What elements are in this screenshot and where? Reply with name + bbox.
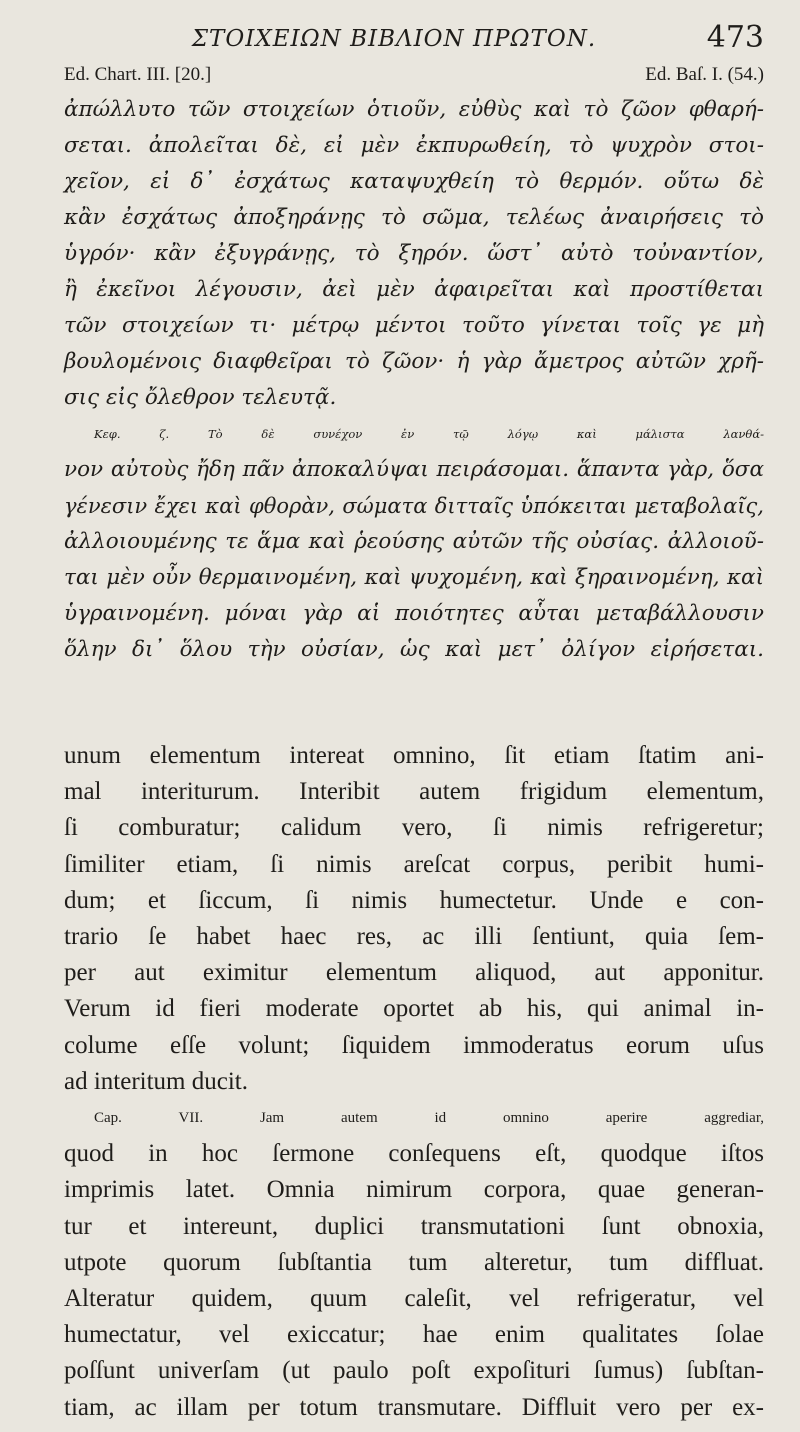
latin-chapter-line: imprimis latet. Omnia nimirum corpora, quae generan- [64, 1176, 764, 1204]
greek-line: χεῖον, εἰ δ᾽ ἐσχάτως καταψυχθείη τὸ θερμόν. οὕτω δὲ [64, 169, 764, 194]
greek-line: κἂν ἐσχάτως ἀποξηράνῃς τὸ σῶμα, τελέως ἀναιρήσεις τὸ [64, 205, 764, 230]
latin-line: Verum id fieri moderate oportet ab his, qui animal in- [64, 995, 764, 1023]
greek-chapter-line: νον αὐτοὺς ἤδη πᾶν ἀποκαλύψαι πειράσομαι. ἅπαντα γὰρ, ὅσα [64, 457, 764, 482]
latin-line: colume eſſe volunt; ſiquidem immoderatus eorum uſus [64, 1031, 764, 1059]
latin-line: ſimiliter etiam, ſi nimis areſcat corpus, peribit humi- [64, 850, 764, 878]
latin-chapter-line: Cap. VII. Jam autem id omnino aperire aggrediar, [94, 1110, 764, 1127]
latin-line: trario ſe habet haec res, ac illi ſentiunt, quia ſem- [64, 923, 764, 951]
running-title: ΣΤΟΙΧΕΙΩΝ ΒΙΒΛΙΟΝ ΠΡΩΤΟΝ. [191, 26, 597, 52]
latin-chapter-line: tiam, ac illam per totum transmutare. Diffluit vero per ex- [64, 1393, 764, 1421]
latin-line: dum; et ſiccum, ſi nimis humectetur. Unde e con- [64, 886, 764, 914]
running-head [64, 20, 764, 60]
latin-chapter-line: poſſunt univerſam (ut paulo poſt expoſituri ſumus) ſubſtan- [64, 1357, 764, 1385]
greek-chapter-line: γένεσιν ἔχει καὶ φθορὰν, σώματα διτταῖς ὑπόκειται μεταβολαῖς, [64, 494, 764, 518]
greek-chapter-line: ται μὲν οὖν θερμαινομένη, καὶ ψυχομένη, καὶ ξηραινομένη, καὶ [64, 565, 764, 590]
greek-line: σεται. ἀπολεῖται δὲ, εἰ μὲν ἐκπυρωθείη, τὸ ψυχρὸν στοι- [64, 133, 764, 158]
latin-text [64, 738, 764, 1426]
latin-chapter-line: Alteratur quidem, quum caleſit, vel refrigeratur, vel [64, 1285, 764, 1313]
greek-line: ὑγρόν· κἂν ἐξυγράνῃς, τὸ ξηρόν. ὥστ᾽ αὐτὸ τοὐναντίον, [64, 241, 764, 266]
latin-line: ad interitum ducit. [64, 1067, 248, 1095]
greek-chapter-line: Κεφ. ζ. Τὸ δὲ συνέχον ἐν τῷ λόγῳ καὶ μάλιστα λανθά- [94, 427, 764, 441]
greek-text [64, 92, 764, 668]
latin-chapter-line: utpote quorum ſubſtantia tum alteretur, tum diffluat. [64, 1248, 764, 1276]
greek-line: βουλομένοις διαφθεῖραι τὸ ζῶον· ἡ γὰρ ἄμετρος αὐτῶν χρῆ- [64, 349, 764, 374]
show-through-gap [64, 668, 764, 730]
latin-line: mal interiturum. Interibit autem frigidum elementum, [64, 778, 764, 806]
greek-chapter-line: ὑγραινομένη. μόναι γὰρ αἱ ποιότητες αὗται μεταβάλλουσιν [64, 601, 764, 626]
greek-line: σις εἰς ὄλεθρον τελευτᾷ. [64, 385, 337, 410]
greek-chapter-line: ὅλην δι᾽ ὅλου τὴν οὐσίαν, ὡς καὶ μετ᾽ ὀλίγον εἰρήσεται. [64, 637, 764, 662]
page-number: 473 [706, 20, 764, 55]
latin-line: ſi comburatur; calidum vero, ſi nimis refrigeretur; [64, 814, 764, 842]
latin-chapter-line: tur et intereunt, duplici transmutationi ſunt obnoxia, [64, 1212, 764, 1240]
latin-line: unum elementum intereat omnino, ſit etiam ſtatim ani- [64, 742, 764, 769]
edition-references [64, 64, 764, 92]
greek-line: ἀπώλλυτο τῶν στοιχείων ὁτιοῦν, εὐθὺς καὶ τὸ ζῶον φθαρή- [64, 97, 764, 122]
edition-left: Ed. Chart. III. [20.] [64, 64, 212, 85]
greek-line: ἢ ἐκεῖνοι λέγουσιν, ἀεὶ μὲν ἀφαιρεῖται καὶ προστίθεται [64, 277, 764, 302]
edition-right: Ed. Baſ. I. (54.) [645, 64, 764, 85]
greek-line: τῶν στοιχείων τι· μέτρῳ μέντοι τοῦτο γίνεται τοῖς γε μὴ [64, 313, 764, 338]
latin-chapter-line: quod in hoc ſermone conſequens eſt, quodque iſtos [64, 1140, 764, 1168]
latin-chapter-line: humectatur, vel exiccatur; hae enim qualitates ſolae [64, 1321, 764, 1349]
latin-line: per aut eximitur elementum aliquod, aut apponitur. [64, 959, 764, 987]
greek-chapter-line: ἀλλοιουμένης τε ἅμα καὶ ῥεούσης αὐτῶν τῆς οὐσίας. ἀλλοιοῦ- [64, 529, 764, 554]
